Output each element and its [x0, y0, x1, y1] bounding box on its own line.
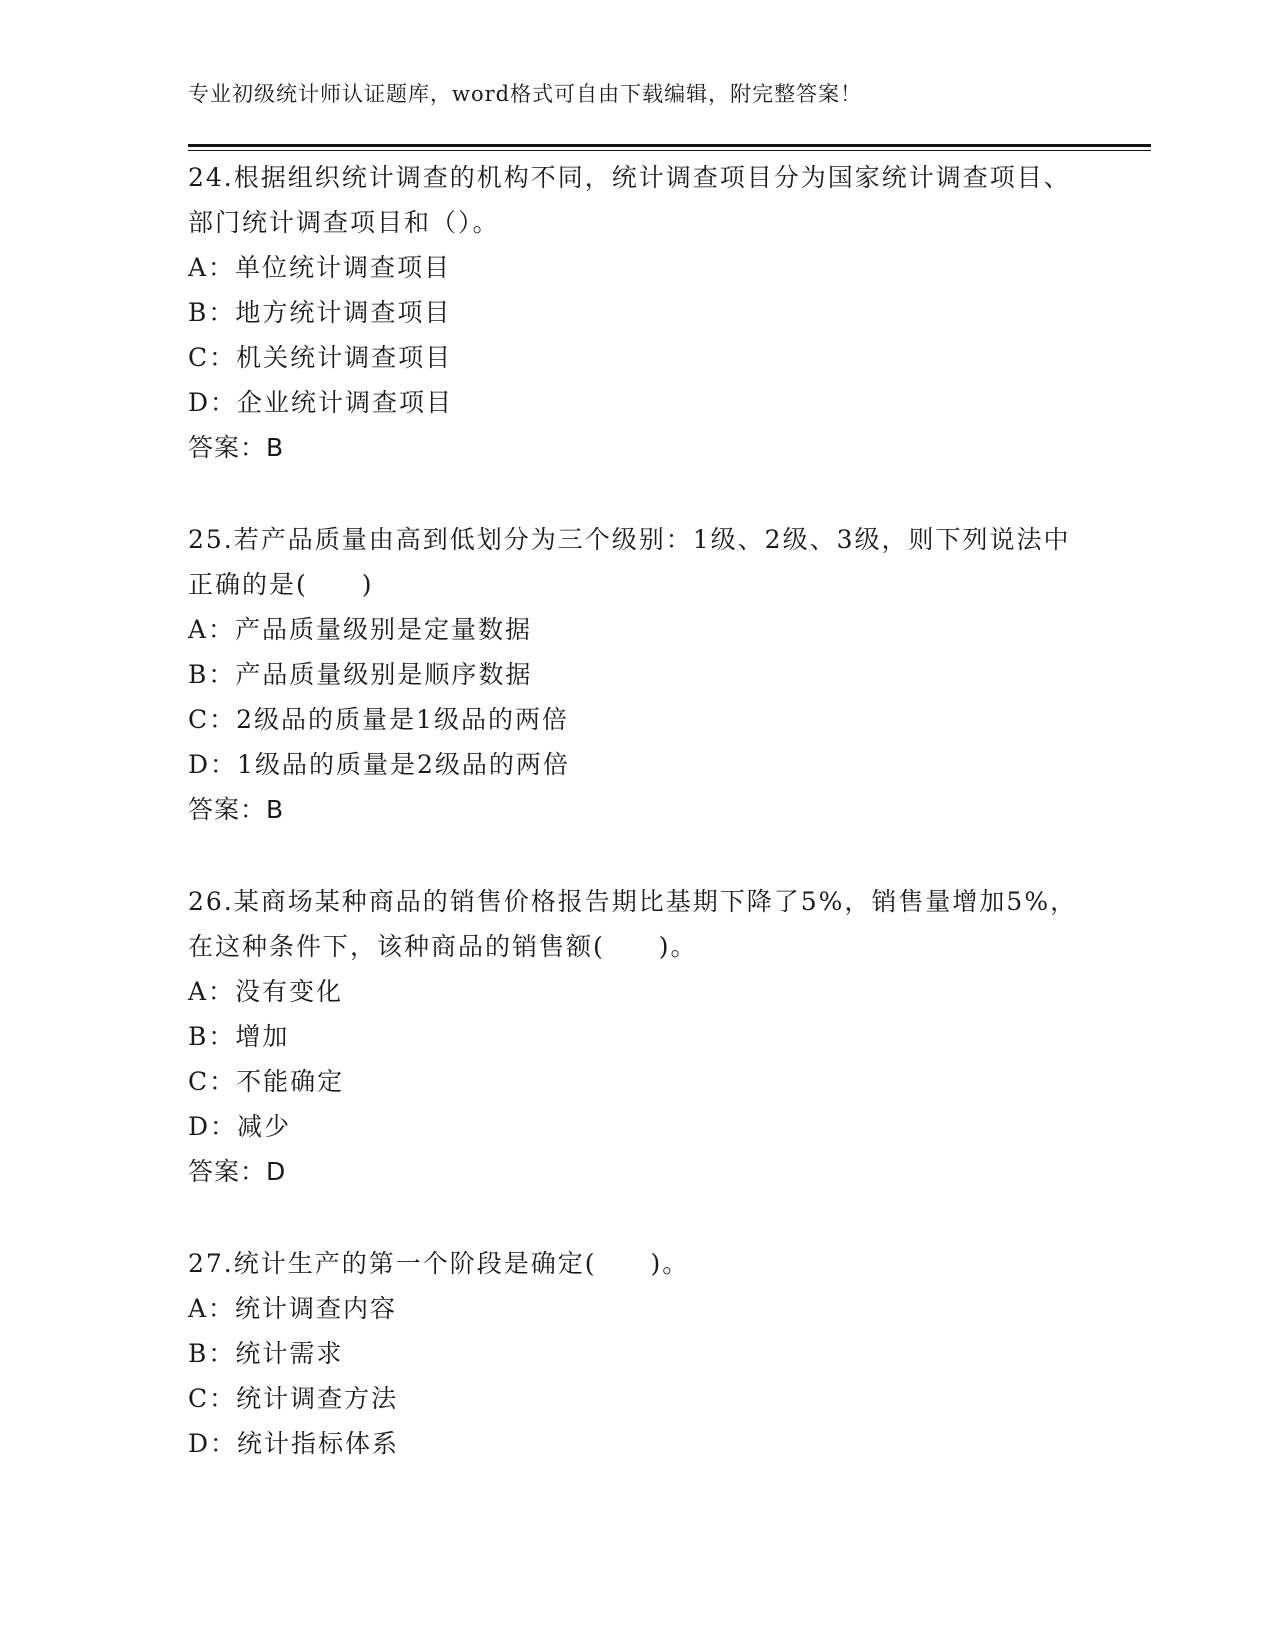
question-spacer [188, 470, 1088, 517]
option-b: B：地方统计调查项目 [188, 298, 452, 327]
question-stem: 27.统计生产的第一个阶段是确定( )。 [188, 1249, 690, 1278]
answer-text: 答案：B [188, 433, 285, 462]
option-c: C：统计调查方法 [188, 1384, 399, 1413]
question-stem: 26.某商场某种商品的销售价格报告期比基期下降了5%，销售量增加5%，在这种条件下，该种商品的销售额( )。 [188, 887, 1078, 961]
answer-text: 答案：B [188, 795, 285, 824]
question-list [188, 155, 1088, 1466]
answer-text: 答案：D [188, 1157, 287, 1186]
question-spacer [188, 832, 1088, 879]
question-27 [188, 1241, 1088, 1466]
option-d: D：减少 [188, 1112, 292, 1141]
option-c: C：2级品的质量是1级品的两倍 [188, 705, 569, 734]
option-a: A：没有变化 [188, 977, 344, 1006]
option-b: B：统计需求 [188, 1339, 344, 1368]
question-26 [188, 879, 1088, 1194]
question-25 [188, 517, 1088, 832]
header-rule-thin [188, 150, 1151, 151]
option-c: C：不能确定 [188, 1067, 345, 1096]
option-a: A：产品质量级别是定量数据 [188, 615, 533, 644]
option-c: C：机关统计调查项目 [188, 343, 453, 372]
option-b: B：增加 [188, 1022, 290, 1051]
option-d: D：1级品的质量是2级品的两倍 [188, 750, 570, 779]
option-d: D：企业统计调查项目 [188, 388, 454, 417]
question-stem: 24.根据组织统计调查的机构不同，统计调查项目分为国家统计调查项目、部门统计调查项目和（）。 [188, 163, 1071, 237]
question-24 [188, 155, 1088, 470]
question-spacer [188, 1194, 1088, 1241]
option-a: A：单位统计调查项目 [188, 253, 452, 282]
question-stem: 25.若产品质量由高到低划分为三个级别：1级、2级、3级，则下列说法中正确的是( ) [188, 525, 1071, 599]
header-rule-thick [188, 144, 1151, 147]
option-b: B：产品质量级别是顺序数据 [188, 660, 533, 689]
page-header: 专业初级统计师认证题库，word格式可自由下载编辑，附完整答案！ [188, 82, 863, 106]
option-a: A：统计调查内容 [188, 1294, 398, 1323]
option-d: D：统计指标体系 [188, 1429, 400, 1458]
